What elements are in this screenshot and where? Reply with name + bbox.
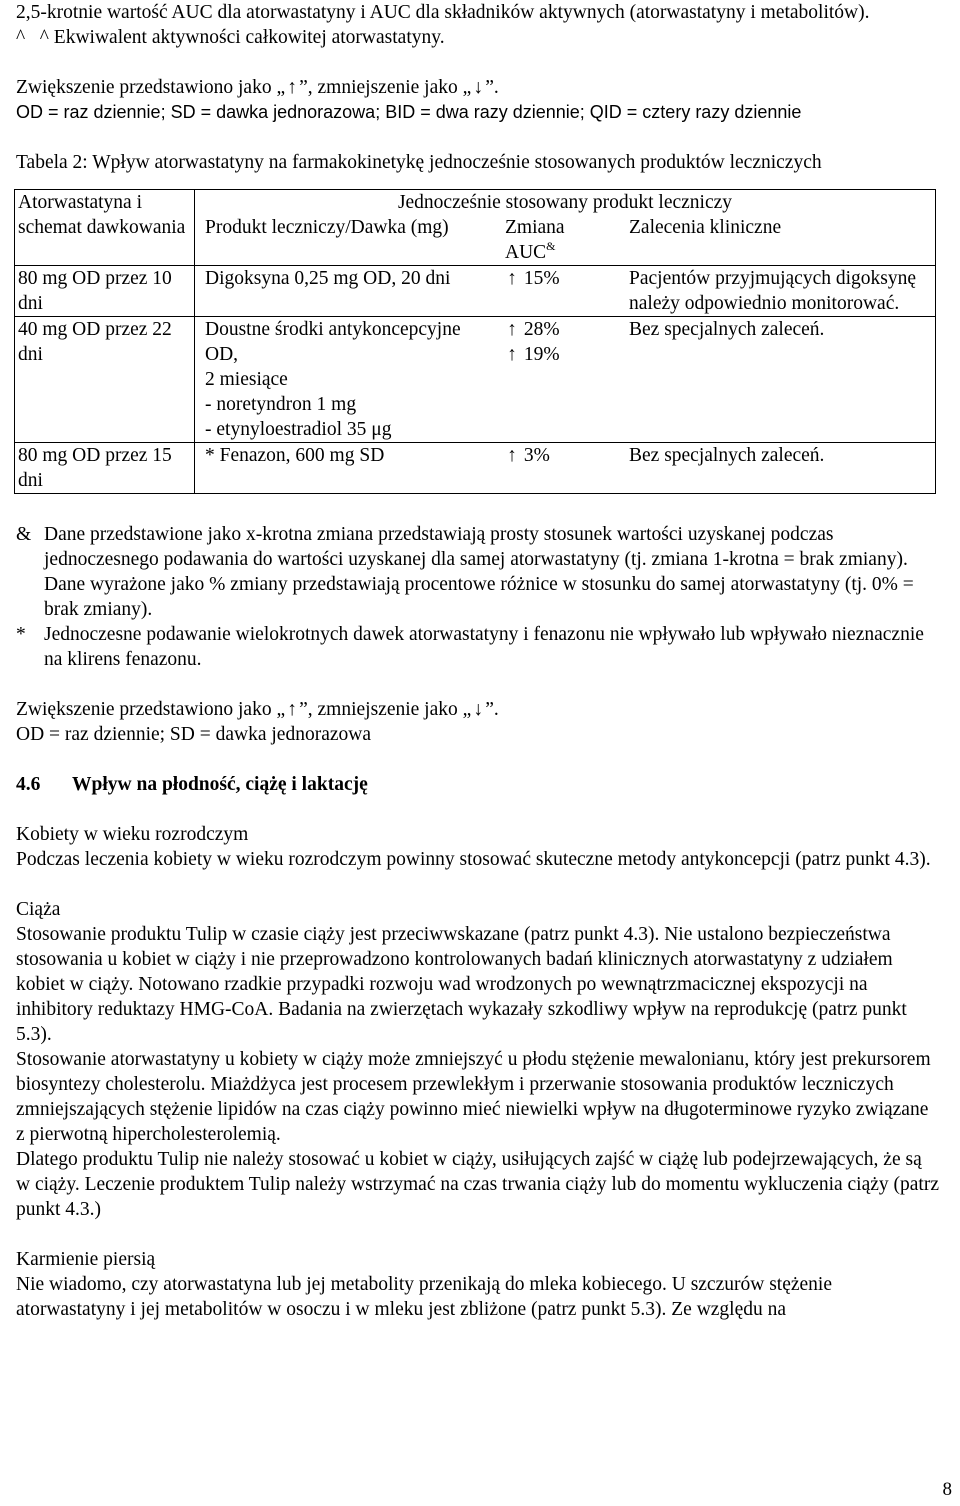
document-page: [16, 0, 940, 1322]
caret-mark: ^: [16, 27, 26, 48]
down-arrow-icon: ↓: [473, 77, 484, 98]
header-group: Jednocześnie stosowany produkt leczniczy: [195, 190, 936, 216]
cell-regimen: 80 mg OD przez 15 dni: [15, 443, 195, 494]
table-row: [15, 443, 936, 494]
subheading: Karmienie piersią: [16, 1249, 156, 1270]
footnote-amp: & Dane przedstawione jako x-krotna zmiana przedstawiają prosty stosunek wartości uzyskanej podczas jednoczesnego podawania do wartości uzyskanej dla samej atorwastatyny (tj. zmiana 1-krotna = brak zmiany). Dane wyrażone jako % zmiany przedstawiają procentowe różnice w stosunku do samej atorwastatyny (tj. 0% = brak zmiany).: [16, 524, 914, 620]
up-arrow-icon: ↑: [287, 699, 297, 720]
page-number: 8: [942, 1479, 952, 1500]
paragraph: Nie wiadomo, czy atorwastatyna lub jej metabolity przenikają do mleka kobiecego. U szczurów stężenie atorwastatyny i jej metabolitów w osoczu i w mleku jest zbliżone (patrz punkt 5.3). Ze względu na: [16, 1274, 832, 1320]
cell-recommendation: Bez specjalnych zaleceń.: [617, 443, 936, 494]
paragraph: Stosowanie produktu Tulip w czasie ciąży jest przeciwwskazane (patrz punkt 4.3). Nie ustalono bezpieczeństwa stosowania u kobiet w ciąży i nie przeprowadzono kontrolowanych badań klinicznych atorwastatyny z udziałem kobiet w ciąży. Notowano rzadkie przypadki rozwoju wad wrodzonych po wewnątrzmacicznej ekspozycji na inhibitory reduktazy HMG-CoA. Badania na zwierzętach wykazały szkodliwy wpływ na reprodukcję (patrz punkt 5.3).: [16, 924, 907, 1045]
cell-change: ↑ 15%: [495, 266, 617, 317]
cell-change: ↑ 28% ↑ 19%: [495, 317, 617, 443]
up-arrow-icon: ↑: [507, 319, 517, 340]
equivalent-note: ^ Ekwiwalent aktywności całkowitej atorwastatyny.: [39, 27, 445, 48]
cell-recommendation: Bez specjalnych zaleceń.: [617, 317, 936, 443]
cell-regimen: 80 mg OD przez 10 dni: [15, 266, 195, 317]
paragraph: Dlatego produktu Tulip nie należy stosować u kobiet w ciąży, usiłujących zajść w ciążę lub podejrzewających, że są w ciąży. Leczenie produktem Tulip należy wstrzymać na czas trwania ciąży lub do momentu wykluczenia ciąży (patrz punkt 4.3.): [16, 1149, 939, 1220]
arrow-legend: Zwiększenie przedstawiono jako „ ↑ ”, zmniejszenie jako „ ↓ ”.: [16, 699, 499, 720]
paragraph: Stosowanie atorwastatyny u kobiety w ciąży może zmniejszyć u płodu stężenie mewalonianu, który jest prekursorem biosyntezy cholesterolu. Miażdżyca jest procesem przewlekłym i przerwanie stosowania produktów leczniczych zmniejszających stężenie lipidów na czas ciąży powinno mieć niewielki wpływ na długoterminowe ryzyko związane z pierwotną hipercholesterolemią.: [16, 1049, 931, 1145]
text-line: [16, 25, 940, 50]
paragraph: Podczas leczenia kobiety w wieku rozrodczym powinny stosować skuteczne metody antykoncepcji (patrz punkt 4.3).: [16, 849, 931, 870]
cell-recommendation: Pacjentów przyjmujących digoksynę należy odpowiednio monitorować.: [617, 266, 936, 317]
text-line: 2,5-krotnie wartość AUC dla atorwastatyny i AUC dla składników aktywnych (atorwastatyny i metabolitów).: [16, 2, 870, 23]
header-change: Zmiana AUC&: [495, 215, 617, 266]
up-arrow-icon: ↑: [287, 77, 297, 98]
down-arrow-icon: ↓: [473, 699, 484, 720]
table-row: [15, 266, 936, 317]
header-regimen: Atorwastatyna i schemat dawkowania: [15, 190, 195, 266]
arrow-legend: Zwiększenie przedstawiono jako „ ↑ ”, zmniejszenie jako „ ↓ ”.: [16, 77, 499, 98]
abbrev-line: OD = raz dziennie; SD = dawka jednorazowa: [16, 724, 371, 745]
cell-product: * Fenazon, 600 mg SD: [195, 443, 496, 494]
table-row: [15, 317, 936, 443]
table-header-row: [15, 190, 936, 216]
cell-change: ↑ 3%: [495, 443, 617, 494]
interaction-table: [14, 189, 936, 494]
header-recommendation: Zalecenia kliniczne: [617, 215, 936, 266]
cell-regimen: 40 mg OD przez 22 dni: [15, 317, 195, 443]
subheading: Kobiety w wieku rozrodczym: [16, 824, 249, 845]
up-arrow-icon: ↑: [507, 445, 517, 466]
cell-product: Digoksyna 0,25 mg OD, 20 dni: [195, 266, 496, 317]
section-heading: 4.6 Wpływ na płodność, ciążę i laktację: [16, 774, 368, 795]
header-product: Produkt leczniczy/Dawka (mg): [195, 215, 496, 266]
up-arrow-icon: ↑: [507, 344, 517, 365]
abbrev-line: OD = raz dziennie; SD = dawka jednorazowa; BID = dwa razy dziennie; QID = cztery razy dziennie: [16, 102, 802, 122]
cell-product: Doustne środki antykoncepcyjne OD, 2 miesiące - noretyndron 1 mg - etynyloestradiol 35 μg: [195, 317, 496, 443]
table-caption: Tabela 2: Wpływ atorwastatyny na farmakokinetykę jednocześnie stosowanych produktów leczniczych: [16, 152, 822, 173]
subheading: Ciąża: [16, 899, 61, 920]
footnote-star: * Jednoczesne podawanie wielokrotnych dawek atorwastatyny i fenazonu nie wpływało lub wpływało nieznacznie na klirens fenazonu.: [16, 624, 924, 670]
up-arrow-icon: ↑: [507, 268, 517, 289]
